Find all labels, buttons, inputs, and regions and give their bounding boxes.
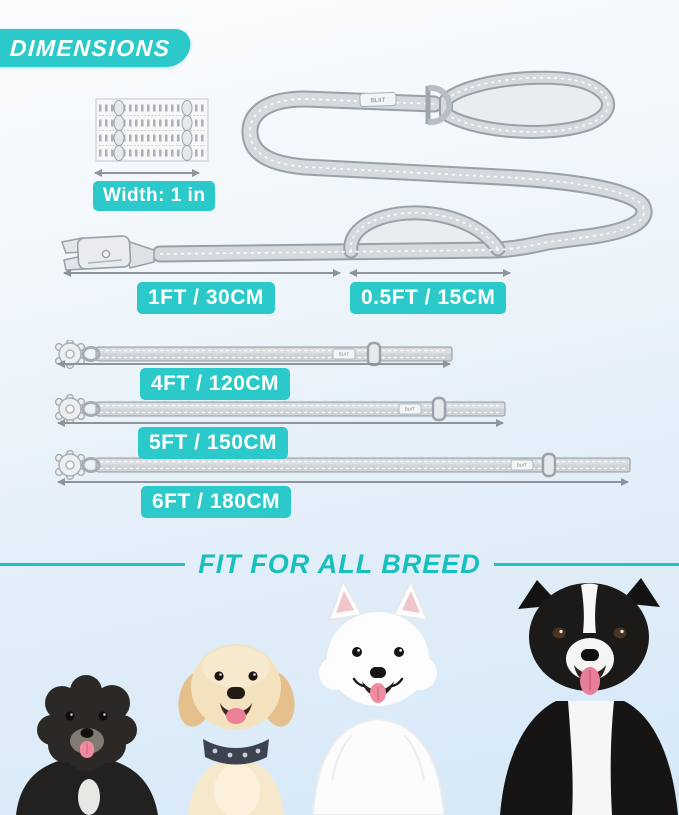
heading-right-line	[494, 563, 679, 566]
dog-black-poodle-mix-image	[16, 675, 158, 815]
dimensions-banner-label: DIMENSIONS	[8, 34, 172, 61]
dimensions-banner	[0, 29, 194, 67]
length-arrow-5ft	[58, 422, 503, 424]
svg-text:BLIIT: BLIIT	[404, 406, 416, 412]
frog-clip-icon	[62, 236, 154, 270]
dog-border-collie-image	[500, 578, 678, 815]
length-label-6ft: 6FT / 180CM	[141, 486, 291, 518]
segment-arrow-halfft	[350, 272, 510, 274]
heading-left-line	[0, 563, 185, 566]
svg-text:BLIIT: BLIIT	[516, 462, 528, 468]
breed-heading-text: FIT FOR ALL BREED	[198, 549, 481, 579]
svg-text:BLIIT: BLIIT	[338, 351, 350, 357]
length-arrow-6ft	[58, 481, 628, 483]
segment-arrow-1ft	[64, 272, 340, 274]
leash-drawing	[0, 70, 679, 280]
dog-white-samoyed-image	[313, 581, 444, 815]
dog-golden-retriever-puppy-image	[174, 644, 300, 815]
segment-label-halfft: 0.5FT / 15CM	[350, 282, 506, 314]
length-arrow-4ft	[58, 363, 450, 365]
dogs-photo-row	[0, 575, 679, 815]
length-label-4ft: 4FT / 120CM	[140, 368, 290, 400]
length-label-5ft: 5FT / 150CM	[138, 427, 288, 459]
width-spec-label: Width: 1 in	[93, 181, 215, 211]
brand-logo-patch	[360, 92, 396, 106]
svg-text:BLIIT: BLIIT	[370, 97, 386, 105]
segment-label-1ft: 1FT / 30CM	[137, 282, 275, 314]
